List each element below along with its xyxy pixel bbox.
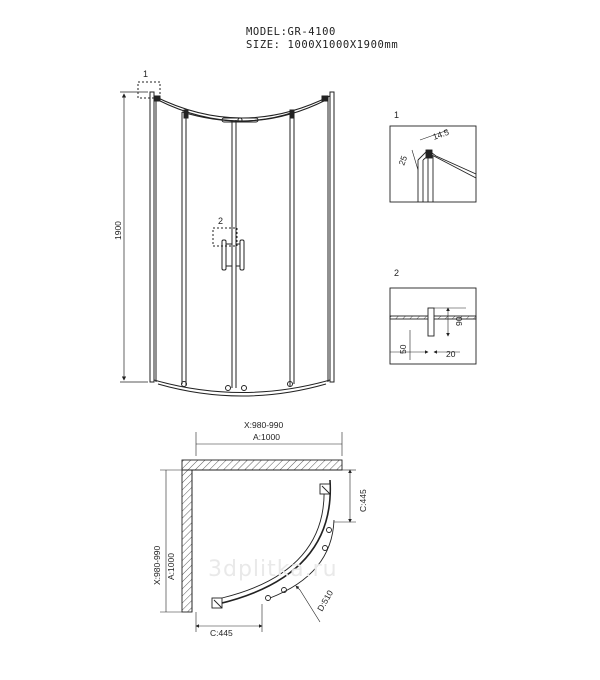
plan-left-a: A:1000 [166,553,176,580]
front-view [120,82,334,396]
callout-box-2 [213,228,237,246]
detail-2-right: 20 [446,349,456,359]
detail-2-height: 90 [454,316,464,326]
detail-1-dim-a: 14.5 [431,126,451,142]
left-post [150,92,154,382]
plan-x-range: X:980-990 [244,420,284,430]
right-handle [240,240,244,270]
plan-a-width: A:1000 [253,432,280,442]
size-title: SIZE: 1000X1000X1900mm [246,39,399,51]
front-callout-2: 2 [218,216,224,226]
height-label: 1900 [113,221,123,240]
model-title: MODEL:GR-4100 [246,26,336,38]
left-wall [182,470,192,612]
detail-1-dim-b: 25 [396,154,410,167]
plan-c-bottom: C:445 [210,628,233,638]
detail-2-label: 2 [394,268,400,278]
left-handle [222,240,226,270]
watermark: 3dplitka.ru [208,557,338,582]
detail-1-label: 1 [394,110,400,120]
detail-2-left: 50 [398,344,408,354]
plan-left-x: X:980-990 [152,545,162,585]
plan-diameter: D:510 [315,588,336,613]
front-callout-1: 1 [143,69,149,79]
plan-c-right: C:445 [358,489,368,512]
top-wall [182,460,342,470]
right-post [330,92,334,382]
